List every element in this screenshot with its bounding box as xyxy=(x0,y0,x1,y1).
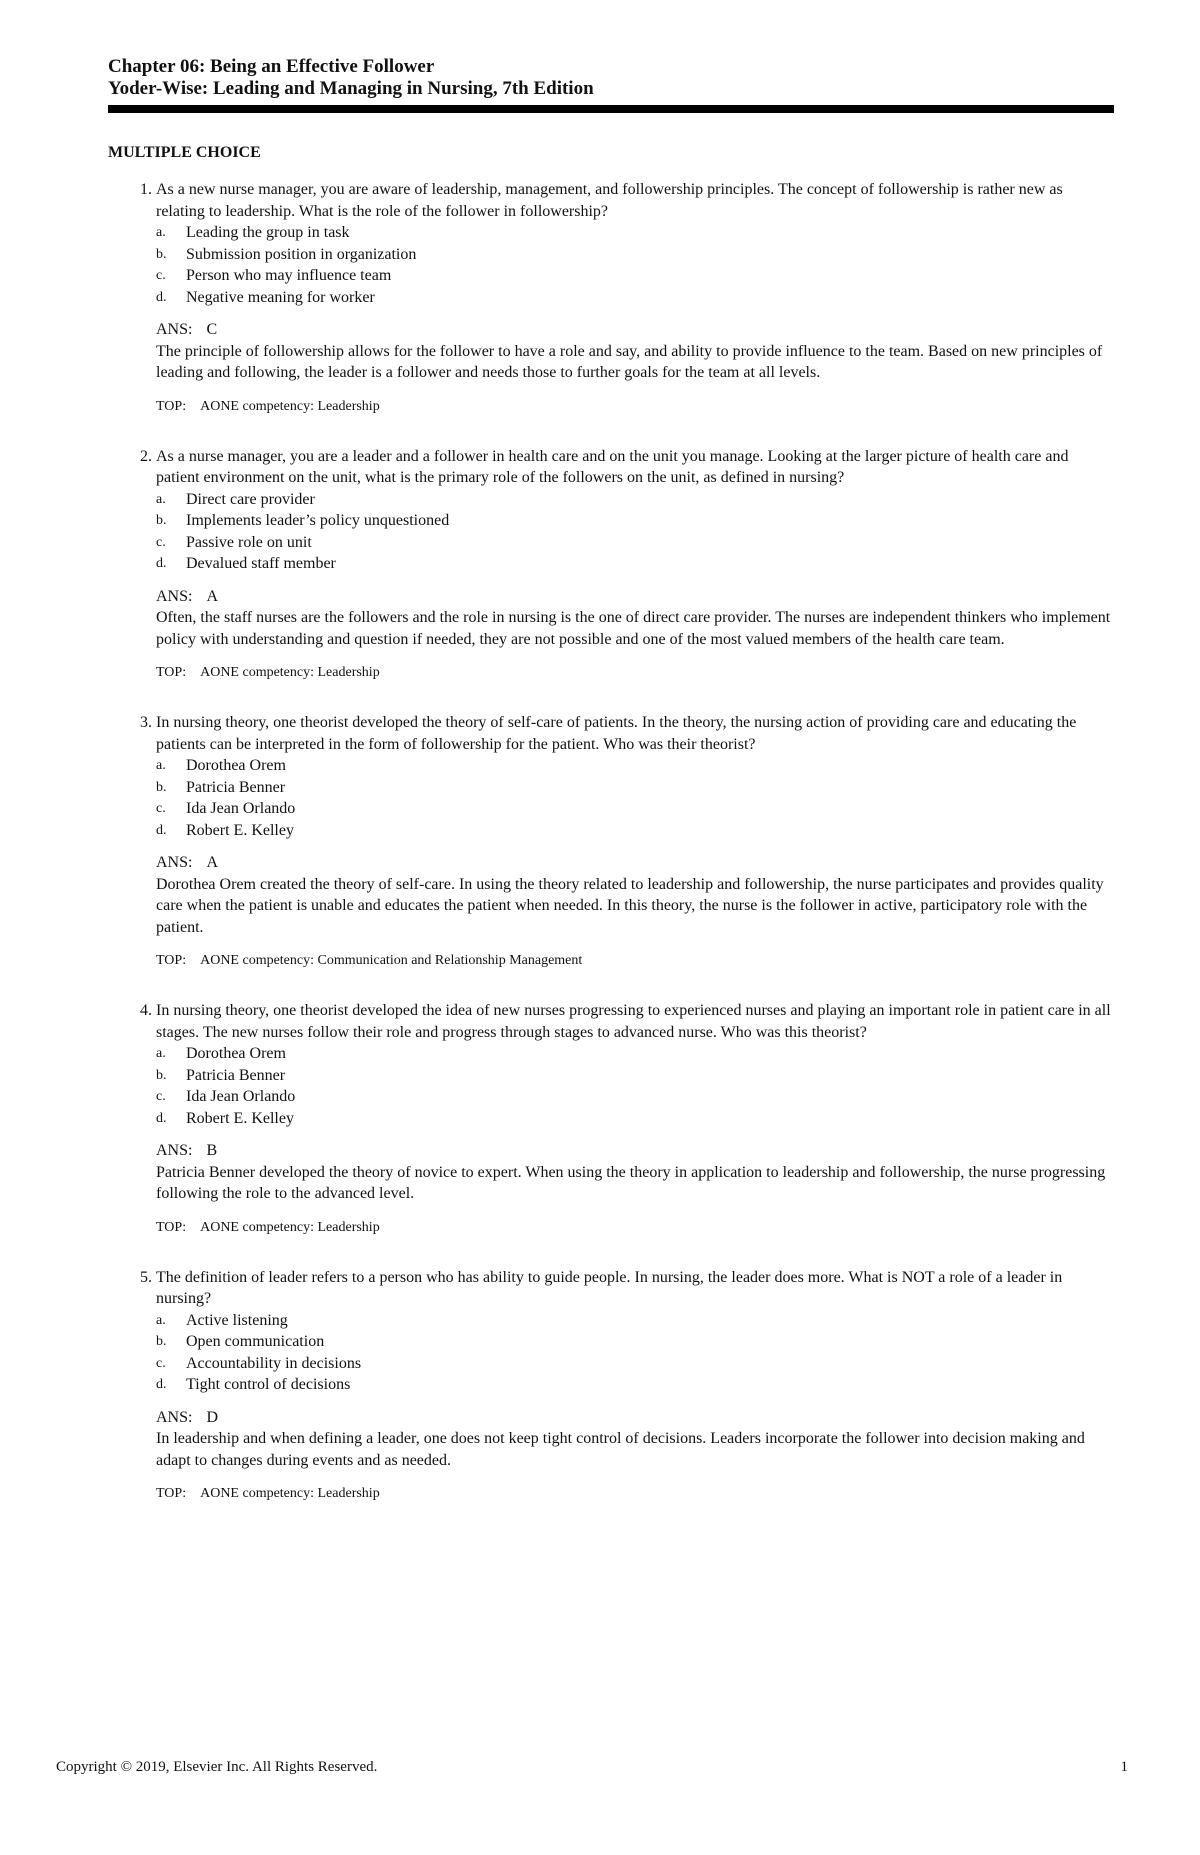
answer-line xyxy=(156,319,1114,341)
question-5 xyxy=(108,1267,1114,1504)
option-letter: b. xyxy=(156,513,167,528)
option-letter: a. xyxy=(156,1046,166,1061)
answer-block xyxy=(156,852,1114,938)
option-text: Implements leader’s policy unquestioned xyxy=(186,512,450,529)
option-text: Accountability in decisions xyxy=(186,1354,362,1372)
question-number: 1. xyxy=(140,181,152,198)
rationale: In leadership and when defining a leader, one does not keep tight control of decisions. Leaders incorporate the follower into decision making and adapt to changes during events and as needed. xyxy=(156,1430,1085,1469)
option-letter: d. xyxy=(156,1377,167,1392)
question-number: 4. xyxy=(140,1002,152,1019)
option-text: Ida Jean Orlando xyxy=(186,800,296,817)
answer-label: ANS: xyxy=(156,1408,193,1426)
answer-line xyxy=(156,852,1114,874)
answer-value: D xyxy=(206,1408,219,1426)
answer-block xyxy=(156,1407,1114,1472)
topic-value: AONE competency: Leadership xyxy=(200,1219,380,1235)
topic-label: TOP: xyxy=(156,1219,187,1235)
answer-block xyxy=(156,586,1114,651)
rationale: The principle of followership allows for the follower to have a role and say, and ability to provide influence to the team. Based on new principles of leading and following, the leader is a follower and needs those to further goals for the team at all levels. xyxy=(156,342,1103,381)
option-letter: d. xyxy=(156,1110,167,1126)
option-letter: c. xyxy=(156,1089,166,1104)
option-b xyxy=(156,244,1114,266)
option-d xyxy=(156,1108,1114,1130)
document-header xyxy=(108,56,1114,113)
question-4 xyxy=(108,1000,1114,1237)
option-list xyxy=(156,489,1114,575)
option-text: Direct care provider xyxy=(186,490,315,508)
topic-value: AONE competency: Leadership xyxy=(200,665,380,680)
option-text: Robert E. Kelley xyxy=(186,821,294,839)
answer-label: ANS: xyxy=(156,587,193,605)
option-letter: c. xyxy=(156,1355,166,1371)
answer-value: C xyxy=(206,321,218,338)
option-list xyxy=(156,222,1114,308)
topic-line xyxy=(156,1219,1114,1237)
topic-line xyxy=(156,1485,1114,1503)
topic-label: TOP: xyxy=(156,1486,187,1501)
option-d xyxy=(156,287,1114,309)
header-rule xyxy=(108,105,1114,113)
rationale: Often, the staff nurses are the followers and the role in nursing is the one of direct care provider. The nurses are independent thinkers who implement policy with understanding and question if needed, they are not possible and one of the most valued members of the health care team. xyxy=(156,609,1111,648)
topic-value: AONE competency: Communication and Relationship Management xyxy=(200,953,583,968)
option-c xyxy=(156,798,1114,820)
answer-value: A xyxy=(206,587,219,605)
question-list xyxy=(108,179,1114,1533)
option-text: Active listening xyxy=(186,1311,288,1329)
book-title: Yoder-Wise: Leading and Managing in Nursing, 7th Edition xyxy=(108,78,594,99)
answer-label: ANS: xyxy=(156,854,193,871)
option-text: Robert E. Kelley xyxy=(186,1109,294,1127)
option-list xyxy=(156,1310,1114,1396)
option-letter: b. xyxy=(156,779,167,795)
option-letter: c. xyxy=(156,534,166,550)
page-number: 1 xyxy=(1120,1759,1128,1775)
question-stem: As a nurse manager, you are a leader and a follower in health care and on the unit you manage. Looking at the larger picture of health care and patient environment on the unit, what is the primary role of the followers on the unit, as defined in nursing? xyxy=(156,447,1069,486)
option-text: Leading the group in task xyxy=(186,224,350,241)
answer-label: ANS: xyxy=(156,321,193,338)
question-stem: The definition of leader refers to a person who has ability to guide people. In nursing, the leader does more. What is NOT a role of a leader in nursing? xyxy=(156,1268,1063,1307)
option-letter: d. xyxy=(156,822,167,838)
answer-value: B xyxy=(206,1142,218,1159)
option-text: Tight control of decisions xyxy=(186,1376,351,1393)
topic-line xyxy=(156,398,1114,416)
question-2 xyxy=(108,446,1114,683)
option-a xyxy=(156,222,1114,244)
option-text: Person who may influence team xyxy=(186,267,392,284)
option-c xyxy=(156,532,1114,554)
answer-block xyxy=(156,319,1114,384)
option-letter: a. xyxy=(156,758,166,773)
question-3 xyxy=(108,712,1114,970)
topic-line xyxy=(156,664,1114,682)
option-letter: c. xyxy=(156,801,166,816)
option-c xyxy=(156,1353,1114,1375)
copyright-notice: Copyright © 2019, Elsevier Inc. All Rights Reserved. xyxy=(56,1759,378,1775)
question-stem: In nursing theory, one theorist developed the idea of new nurses progressing to experienced nurses and playing an important role in patient care in all stages. The new nurses follow their role and progress through stages to advanced nurse. Who was this theorist? xyxy=(156,1002,1111,1041)
section-heading: MULTIPLE CHOICE xyxy=(108,144,261,161)
option-d xyxy=(156,1374,1114,1396)
rationale: Dorothea Orem created the theory of self-care. In using the theory related to leadership and followership, the nurse participates and provides quality care when the patient is unable and educates the patient when needed. In this theory, the nurse is the follower in active, participatory role with the patient. xyxy=(156,875,1104,936)
option-b xyxy=(156,1331,1114,1353)
option-c xyxy=(156,265,1114,287)
topic-line xyxy=(156,952,1114,970)
option-list xyxy=(156,1043,1114,1129)
option-a xyxy=(156,755,1114,777)
option-text: Dorothea Orem xyxy=(186,757,286,774)
option-d xyxy=(156,553,1114,575)
answer-value: A xyxy=(206,854,219,871)
chapter-title: Chapter 06: Being an Effective Follower xyxy=(108,56,435,77)
option-letter: a. xyxy=(156,225,166,240)
option-letter: c. xyxy=(156,268,166,283)
option-text: Dorothea Orem xyxy=(186,1045,286,1062)
topic-label: TOP: xyxy=(156,953,187,968)
option-list xyxy=(156,755,1114,841)
answer-label: ANS: xyxy=(156,1142,193,1159)
option-b xyxy=(156,510,1114,532)
question-1 xyxy=(108,179,1114,416)
answer-line xyxy=(156,1140,1114,1162)
option-a xyxy=(156,1310,1114,1332)
option-text: Patricia Benner xyxy=(186,1066,286,1084)
question-number: 2. xyxy=(140,447,152,465)
question-stem: In nursing theory, one theorist developed the theory of self-care of patients. In the theory, the nursing action of providing care and educating the patients can be interpreted in the form of followership for the patient. Who was their theorist? xyxy=(156,714,1077,753)
option-a xyxy=(156,1043,1114,1065)
option-a xyxy=(156,489,1114,511)
answer-line xyxy=(156,1407,1114,1429)
option-letter: b. xyxy=(156,246,167,262)
question-number: 5. xyxy=(140,1268,152,1286)
topic-value: AONE competency: Leadership xyxy=(200,398,380,414)
option-b xyxy=(156,1065,1114,1087)
option-c xyxy=(156,1086,1114,1108)
option-text: Passive role on unit xyxy=(186,533,312,551)
question-stem: As a new nurse manager, you are aware of leadership, management, and followership principles. The concept of followership is rather new as relating to leadership. What is the role of the follower in followership? xyxy=(156,181,1063,220)
option-text: Patricia Benner xyxy=(186,778,286,796)
topic-label: TOP: xyxy=(156,665,187,680)
option-d xyxy=(156,820,1114,842)
answer-block xyxy=(156,1140,1114,1205)
option-letter: d. xyxy=(156,289,167,305)
topic-label: TOP: xyxy=(156,398,187,414)
option-text: Open communication xyxy=(186,1333,325,1350)
option-letter: b. xyxy=(156,1334,167,1349)
option-text: Submission position in organization xyxy=(186,245,417,263)
option-b xyxy=(156,777,1114,799)
option-text: Negative meaning for worker xyxy=(186,288,375,306)
question-number: 3. xyxy=(140,714,152,731)
option-letter: a. xyxy=(156,491,166,507)
option-text: Ida Jean Orlando xyxy=(186,1088,296,1105)
option-letter: a. xyxy=(156,1312,166,1328)
answer-line xyxy=(156,586,1114,608)
topic-value: AONE competency: Leadership xyxy=(200,1486,380,1501)
option-letter: d. xyxy=(156,556,167,571)
option-letter: b. xyxy=(156,1067,167,1083)
rationale: Patricia Benner developed the theory of novice to expert. When using the theory in application to leadership and followership, the nurse progressing following the role to the advanced level. xyxy=(156,1163,1106,1202)
option-text: Devalued staff member xyxy=(186,555,336,572)
